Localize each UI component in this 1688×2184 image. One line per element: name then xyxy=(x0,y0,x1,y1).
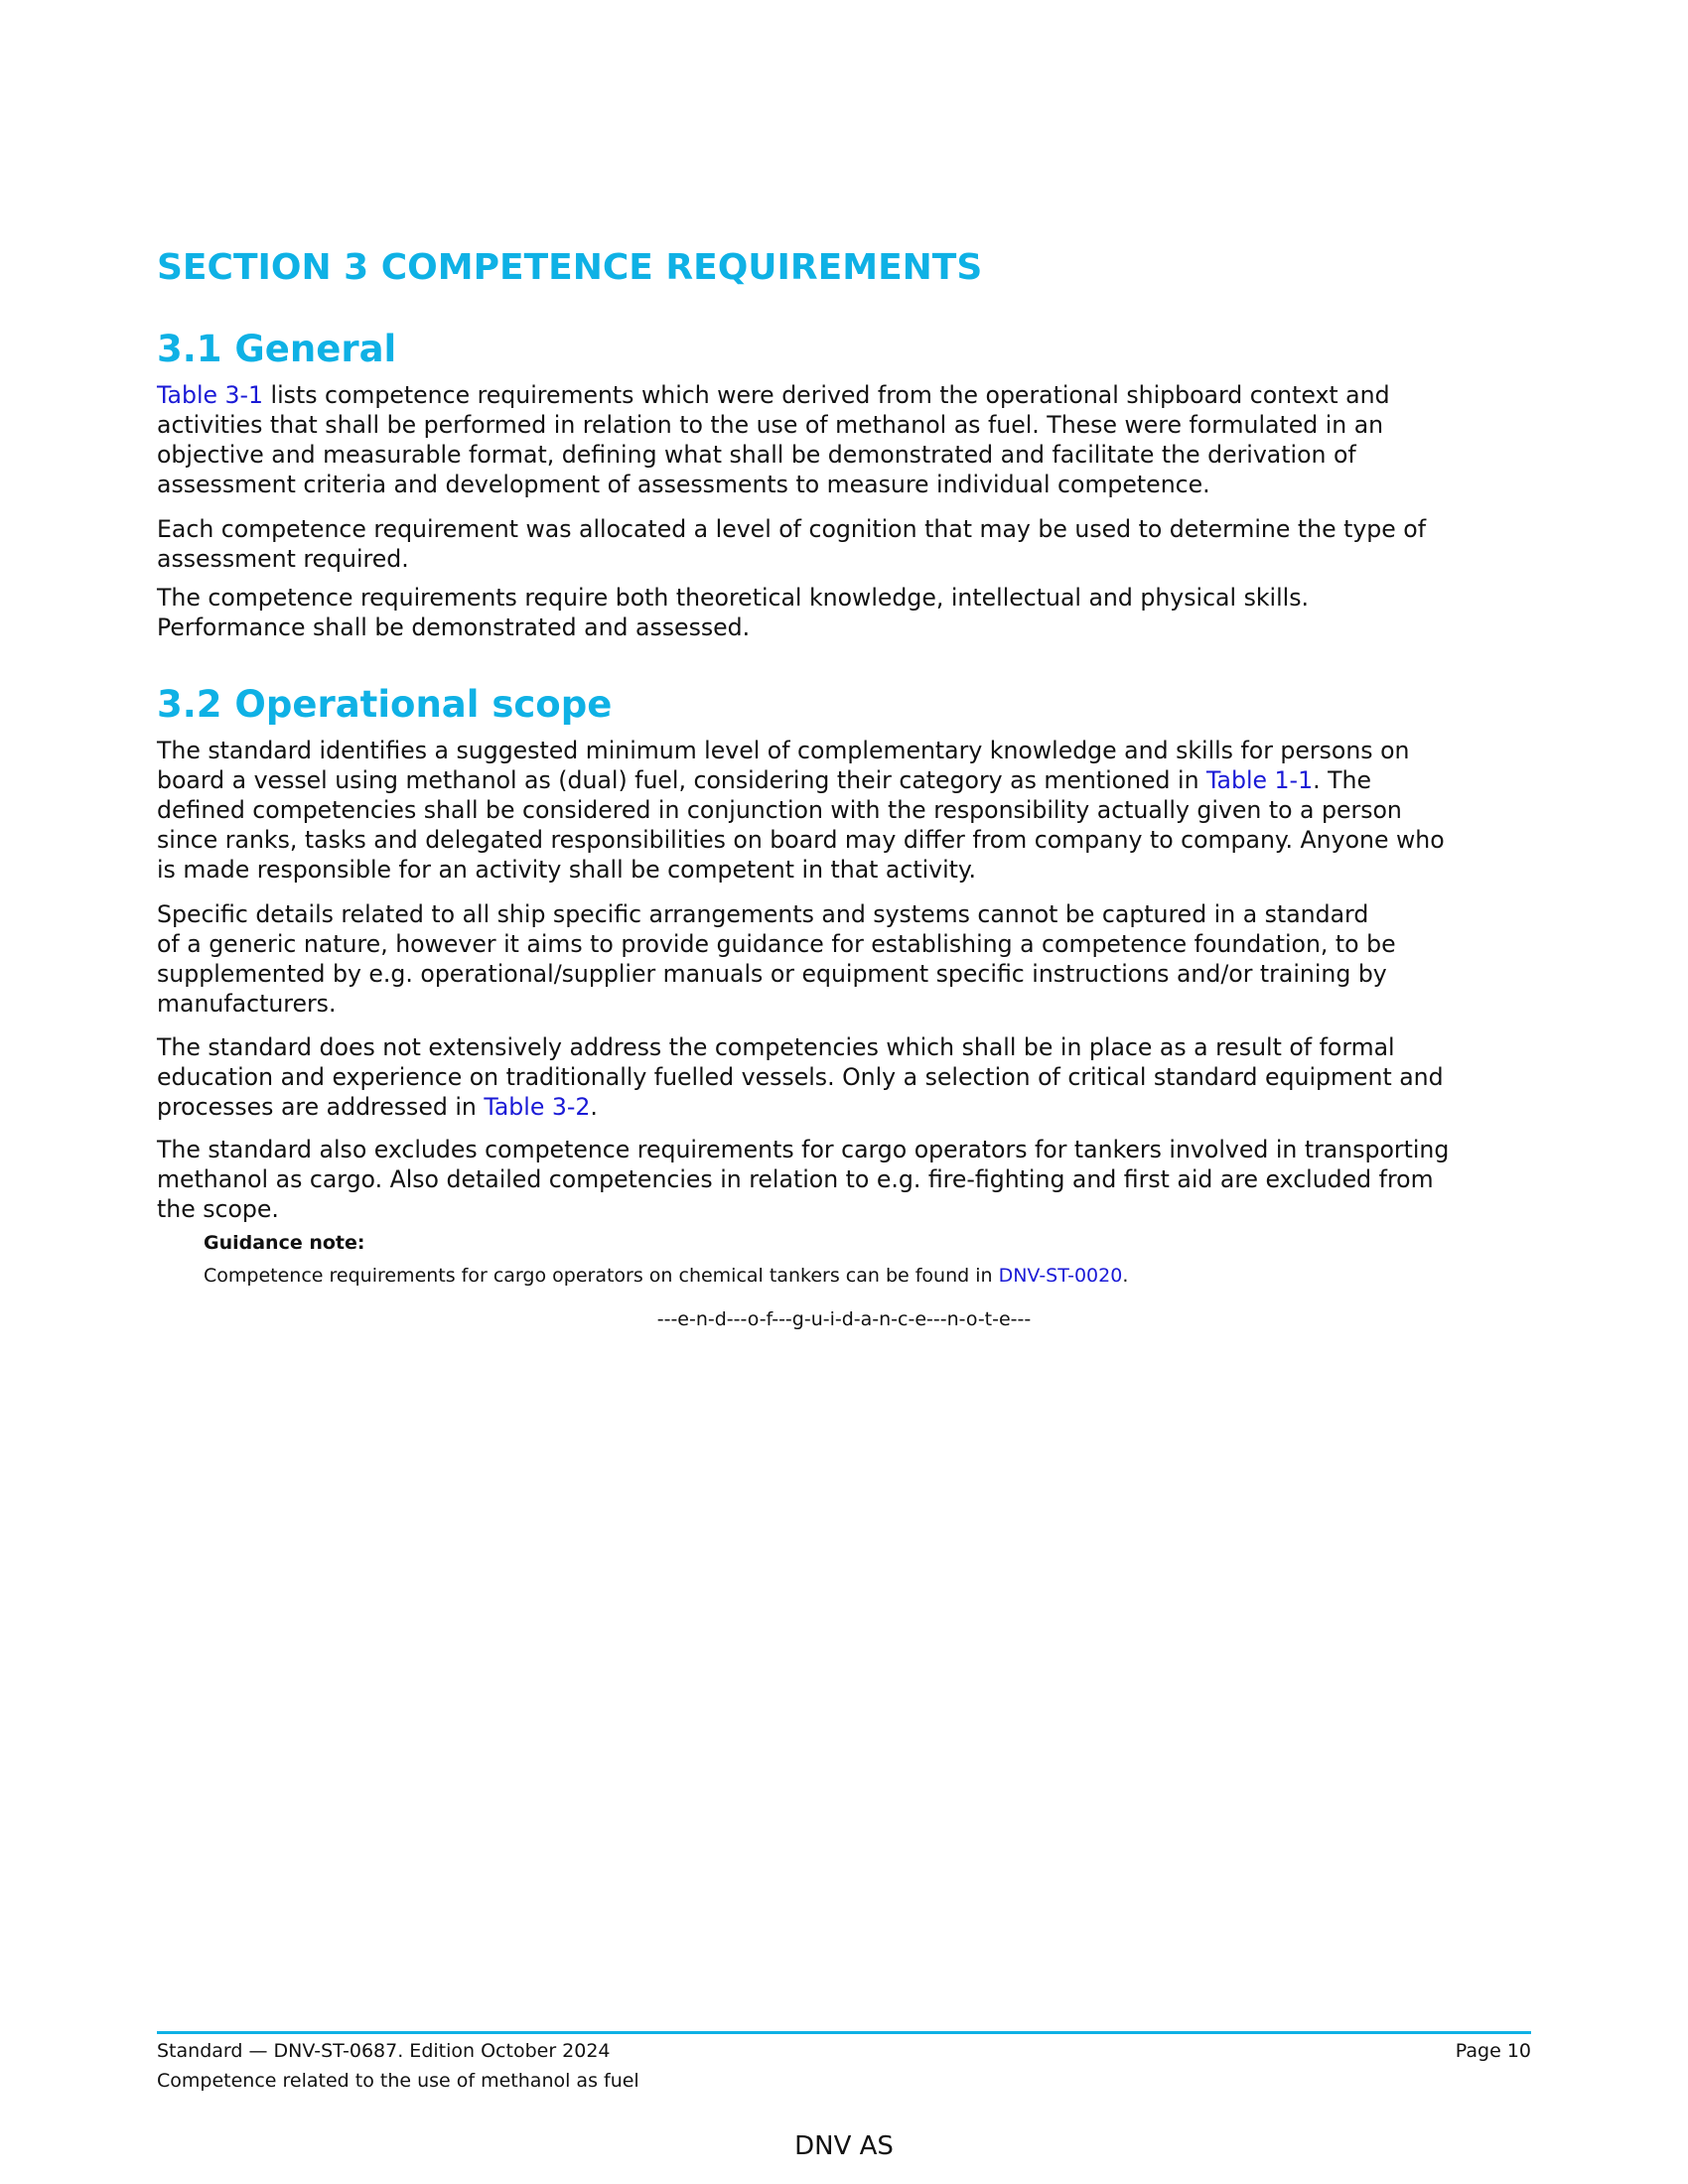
text-line: since ranks, tasks and delegated responsibilities on board may differ from company to company. Anyone who xyxy=(157,826,1445,854)
text-segment: board a vessel using methanol as (dual) fuel, considering their category as mentioned in xyxy=(157,766,1207,794)
text-line: Each competence requirement was allocated a level of cognition that may be used to determine the type of xyxy=(157,515,1427,543)
text-line: The standard identifies a suggested minimum level of complementary knowledge and skills for persons on xyxy=(157,737,1410,764)
section-title: SECTION 3 COMPETENCE REQUIREMENTS xyxy=(157,247,983,288)
text-line: assessment criteria and development of assessments to measure individual competence. xyxy=(157,471,1210,498)
text-segment: processes are addressed in xyxy=(157,1093,485,1121)
table-3-1-link[interactable]: Table 3-1 xyxy=(157,381,264,409)
text-segment: . xyxy=(1122,1265,1129,1287)
text-line: Performance shall be demonstrated and assessed. xyxy=(157,614,751,641)
text-line xyxy=(157,380,1531,410)
text-line xyxy=(157,765,1531,795)
table-3-2-link[interactable]: Table 3-2 xyxy=(484,1093,591,1121)
text-segment: lists competence requirements which were derived from the operational shipboard context and xyxy=(263,381,1390,409)
text-line: The competence requirements require both theoretical knowledge, intellectual and physical skills. xyxy=(157,584,1309,612)
text-segment: . The xyxy=(1313,766,1371,794)
text-line: of a generic nature, however it aims to provide guidance for establishing a competence foundation, to be xyxy=(157,930,1396,958)
footer-page-number: Page 10 xyxy=(1455,2040,1531,2062)
text-line: the scope. xyxy=(157,1195,279,1223)
guidance-note-text xyxy=(204,1264,1128,1288)
paragraph-3-2-3 xyxy=(157,1032,1531,1122)
text-line: assessment required. xyxy=(157,545,409,573)
paragraph-3-1-1 xyxy=(157,380,1531,499)
text-line: manufacturers. xyxy=(157,990,337,1018)
text-line: activities that shall be performed in relation to the use of methanol as fuel. These were formulated in an xyxy=(157,411,1384,439)
paragraph-3-1-2 xyxy=(157,514,1531,574)
guidance-note-end-marker: ---e-n-d---o-f---g-u-i-d-a-n-c-e---n-o-t-e--- xyxy=(656,1308,1032,1330)
text-line: Specific details related to all ship specific arrangements and systems cannot be captured in a standard xyxy=(157,900,1369,928)
text-line: defined competencies shall be considered in conjunction with the responsibility actually given to a person xyxy=(157,796,1402,824)
text-line: supplemented by e.g. operational/supplier manuals or equipment specific instructions and/or training by xyxy=(157,960,1387,988)
paragraph-3-2-4 xyxy=(157,1135,1531,1224)
footer-document-title: Competence related to the use of methanol as fuel xyxy=(157,2070,639,2092)
footer-divider xyxy=(157,2031,1531,2034)
footer-company-name: DNV AS xyxy=(794,2131,894,2161)
paragraph-3-2-1 xyxy=(157,736,1531,885)
footer-standard-edition: Standard — DNV-ST-0687. Edition October 2024 xyxy=(157,2040,611,2062)
text-segment: Competence requirements for cargo operators on chemical tankers can be found in xyxy=(204,1265,999,1287)
guidance-note-heading: Guidance note: xyxy=(204,1232,365,1254)
text-line: is made responsible for an activity shall be competent in that activity. xyxy=(157,856,977,884)
text-line: The standard does not extensively address the competencies which shall be in place as a result of formal xyxy=(157,1033,1395,1061)
text-line: The standard also excludes competence requirements for cargo operators for tankers involved in transporting xyxy=(157,1136,1450,1163)
subsection-3-2-title: 3.2 Operational scope xyxy=(157,683,613,726)
text-line: methanol as cargo. Also detailed competencies in relation to e.g. fire-fighting and first aid are excluded from xyxy=(157,1165,1434,1193)
dnv-st-0020-link[interactable]: DNV-ST-0020 xyxy=(998,1265,1123,1287)
text-segment: . xyxy=(590,1093,598,1121)
paragraph-3-1-3 xyxy=(157,583,1531,642)
paragraph-3-2-2 xyxy=(157,899,1531,1019)
document-page xyxy=(157,0,1531,2184)
subsection-3-1-title: 3.1 General xyxy=(157,328,397,370)
text-line xyxy=(157,1092,1531,1122)
text-line: education and experience on traditionally fuelled vessels. Only a selection of critical standard equipment and xyxy=(157,1063,1444,1091)
table-1-1-link[interactable]: Table 1-1 xyxy=(1206,766,1314,794)
text-line: objective and measurable format, defining what shall be demonstrated and facilitate the derivation of xyxy=(157,441,1356,469)
